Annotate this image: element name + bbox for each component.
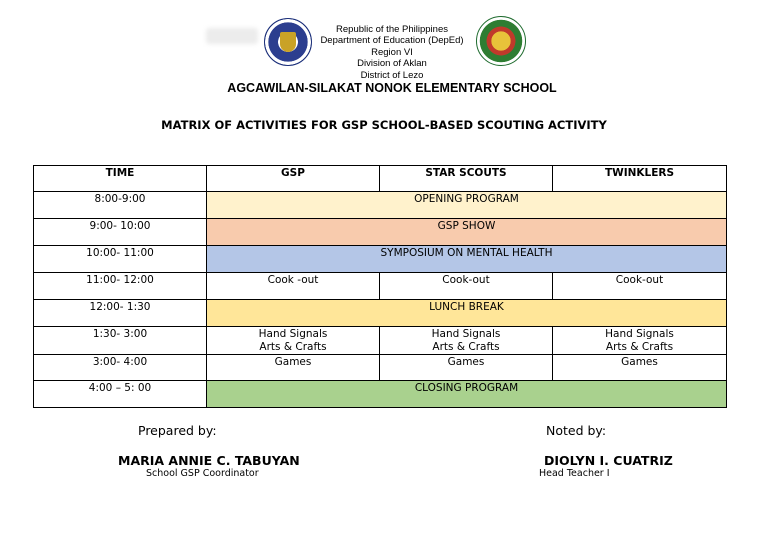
time-cell: 8:00-9:00 <box>34 192 207 219</box>
header-line-deped: Department of Education (DepEd) <box>320 35 464 46</box>
gsp-activity-cell <box>207 327 380 355</box>
merged-activity-cell: SYMPOSIUM ON MENTAL HEALTH <box>207 246 727 273</box>
school-name: AGCAWILAN-SILAKAT NONOK ELEMENTARY SCHOOL <box>227 81 557 95</box>
merged-activity-cell: GSP SHOW <box>207 219 727 246</box>
activity-line: Hand Signals <box>258 328 328 340</box>
activity-line: Hand Signals <box>431 328 501 340</box>
header-line-district: District of Lezo <box>360 70 424 81</box>
column-header-star-scouts: STAR SCOUTS <box>380 166 553 192</box>
gsp-activity-cell: Games <box>207 355 380 381</box>
merged-activity-cell: OPENING PROGRAM <box>207 192 727 219</box>
page-title: MATRIX OF ACTIVITIES FOR GSP SCHOOL-BASED SCOUTING ACTIVITY <box>161 118 607 132</box>
table-row <box>34 192 727 219</box>
noted-by-role: Head Teacher I <box>539 468 610 479</box>
twinklers-activity-cell <box>553 327 727 355</box>
prepared-by-name: MARIA ANNIE C. TABUYAN <box>118 453 300 468</box>
table-row <box>34 219 727 246</box>
table-row <box>34 246 727 273</box>
merged-activity-cell: CLOSING PROGRAM <box>207 381 727 408</box>
time-cell: 10:00- 11:00 <box>34 246 207 273</box>
star-scouts-activity-cell: Cook-out <box>380 273 553 300</box>
twinklers-activity-cell: Games <box>553 355 727 381</box>
header-line-region: Region VI <box>371 47 413 58</box>
time-cell: 9:00- 10:00 <box>34 219 207 246</box>
time-cell: 12:00- 1:30 <box>34 300 207 327</box>
time-cell: 4:00 – 5: 00 <box>34 381 207 408</box>
noted-by-label: Noted by: <box>546 423 607 438</box>
prepared-by-label: Prepared by: <box>138 423 217 438</box>
column-header-time: TIME <box>34 166 207 192</box>
table-row <box>34 327 727 355</box>
time-cell: 11:00- 12:00 <box>34 273 207 300</box>
noted-by-name: DIOLYN I. CUATRIZ <box>544 453 673 468</box>
activity-line: Arts & Crafts <box>432 341 500 353</box>
star-scouts-activity-cell <box>380 327 553 355</box>
activity-line: Arts & Crafts <box>605 341 674 353</box>
table-header-row <box>34 166 727 192</box>
merged-activity-cell: LUNCH BREAK <box>207 300 727 327</box>
time-cell: 3:00- 4:00 <box>34 355 207 381</box>
prepared-by-role: School GSP Coordinator <box>146 468 259 479</box>
table-row <box>34 273 727 300</box>
activity-matrix-table <box>33 165 727 408</box>
header-line-division: Division of Aklan <box>357 58 427 69</box>
time-cell: 1:30- 3:00 <box>34 327 207 355</box>
star-scouts-activity-cell: Games <box>380 355 553 381</box>
column-header-gsp: GSP <box>207 166 380 192</box>
table-row <box>34 300 727 327</box>
gsp-activity-cell: Cook -out <box>207 273 380 300</box>
table-row <box>34 381 727 408</box>
activity-line: Arts & Crafts <box>259 341 327 353</box>
column-header-twinklers: TWINKLERS <box>553 166 727 192</box>
header-line-republic: Republic of the Philippines <box>336 24 448 35</box>
twinklers-activity-cell: Cook-out <box>553 273 727 300</box>
table-row <box>34 355 727 381</box>
activity-line: Hand Signals <box>605 328 674 340</box>
